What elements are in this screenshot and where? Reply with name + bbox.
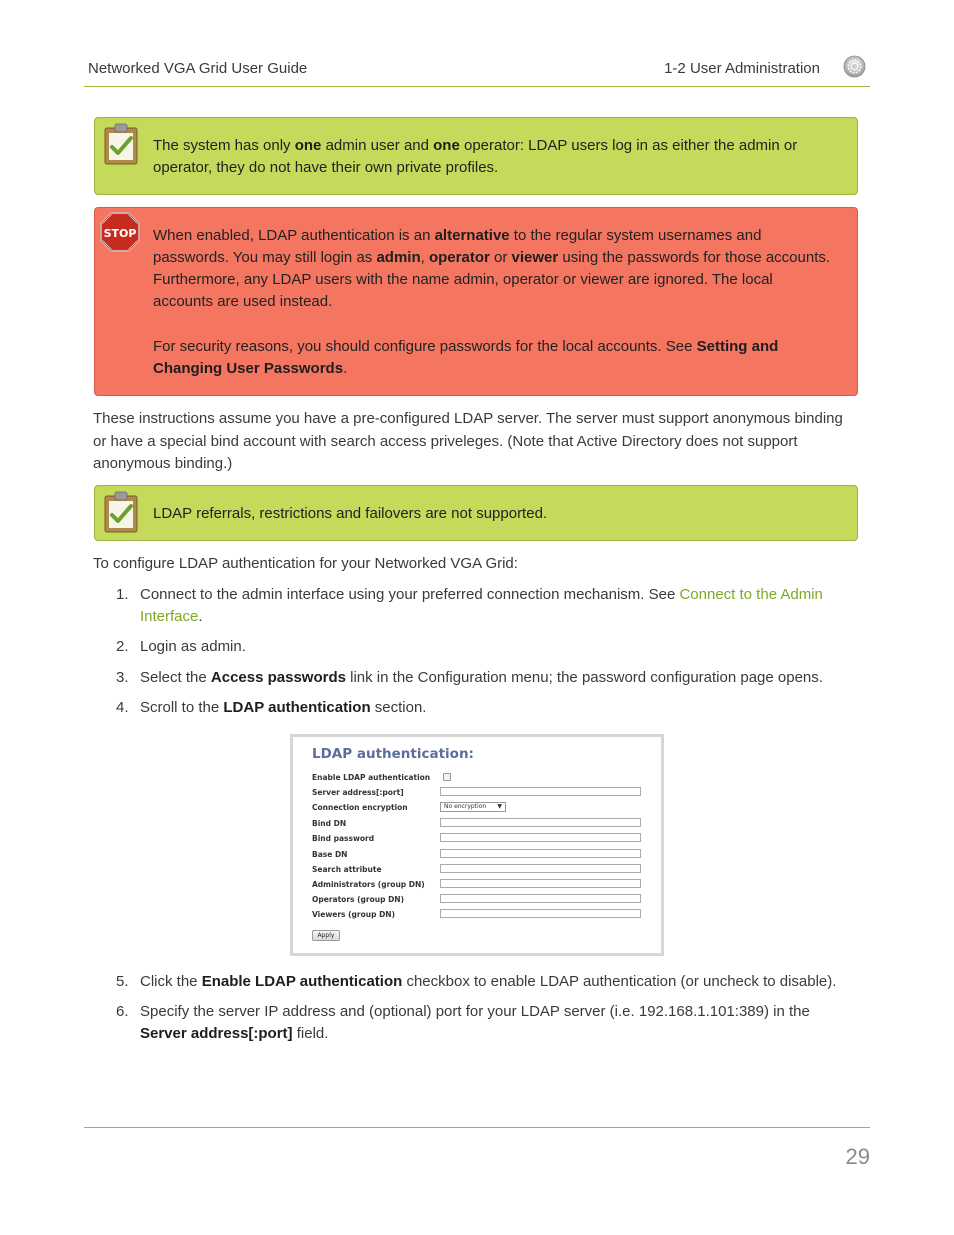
intro-paragraph: These instructions assume you have a pre-configured LDAP server. The server must support anonymous binding or have a special bind account with search access priveleges. (Note that Active Directory does not support anonymous binding.) (93, 410, 843, 472)
configure-intro: To configure LDAP authentication for your Networked VGA Grid: (93, 555, 518, 572)
bind-password-input[interactable] (440, 833, 641, 842)
note-text: The system has only one admin user and one operator: LDAP users log in as either the admin or operator, they do not have their own private profiles. (153, 137, 798, 176)
form-row-bind-dn: Bind DN (312, 817, 652, 831)
header-divider (84, 86, 870, 87)
base-dn-input[interactable] (440, 849, 641, 858)
search-attribute-input[interactable] (440, 864, 641, 873)
warning-text: When enabled, LDAP authentication is an alternative to the regular system usernames and passwords. You may still login as admin, operator or viewer using the passwords for those accounts. Furthermore, any LDAP users with the name admin, operator or viewer are ignored. The local accounts are used instead. (153, 227, 831, 310)
form-row-base-dn: Base DN (312, 848, 652, 862)
viewers-group-input[interactable] (440, 909, 641, 918)
form-row-enable: Enable LDAP authentication (312, 771, 652, 785)
warning-security-text: For security reasons, you should configure passwords for the local accounts. See Setting and Changing User Passwords. (153, 338, 779, 377)
section-title: 1-2 User Administration (664, 60, 820, 77)
enable-ldap-checkbox[interactable] (443, 773, 451, 781)
svg-text:STOP: STOP (103, 227, 137, 240)
warning-callout (94, 207, 858, 396)
form-row-viewers: Viewers (group DN) (312, 908, 652, 922)
dropdown-arrow-icon: ▼ (497, 803, 502, 810)
bind-dn-input[interactable] (440, 818, 641, 827)
clipboard-check-icon (103, 122, 139, 166)
form-row-bind-password: Bind password (312, 832, 652, 846)
ldap-form-screenshot (290, 734, 664, 956)
page-header (0, 0, 954, 90)
administrators-group-input[interactable] (440, 879, 641, 888)
form-row-encryption: Connection encryption No encryption ▼ (312, 801, 652, 815)
stop-sign-icon (99, 211, 141, 253)
ldap-form-title: LDAP authentication: (312, 746, 474, 762)
page-number: 29 (845, 1144, 870, 1169)
operators-group-input[interactable] (440, 894, 641, 903)
connection-encryption-select[interactable]: No encryption ▼ (440, 802, 506, 812)
note-callout (94, 117, 858, 195)
server-address-input[interactable] (440, 787, 641, 796)
connect-admin-interface-link[interactable]: Connect to the Admin Interface (140, 586, 823, 625)
clipboard-check-icon (103, 490, 139, 534)
doc-title: Networked VGA Grid User Guide (88, 60, 308, 77)
note-callout-2 (94, 485, 858, 541)
form-row-administrators: Administrators (group DN) (312, 878, 652, 892)
note-text-2: LDAP referrals, restrictions and failovers are not supported. (153, 505, 548, 522)
gear-logo-icon (843, 55, 866, 78)
form-row-server-address: Server address[:port] (312, 786, 652, 800)
apply-button[interactable]: Apply (312, 930, 340, 941)
footer-divider (84, 1127, 870, 1128)
form-row-operators: Operators (group DN) (312, 893, 652, 907)
form-row-search-attribute: Search attribute (312, 863, 652, 877)
